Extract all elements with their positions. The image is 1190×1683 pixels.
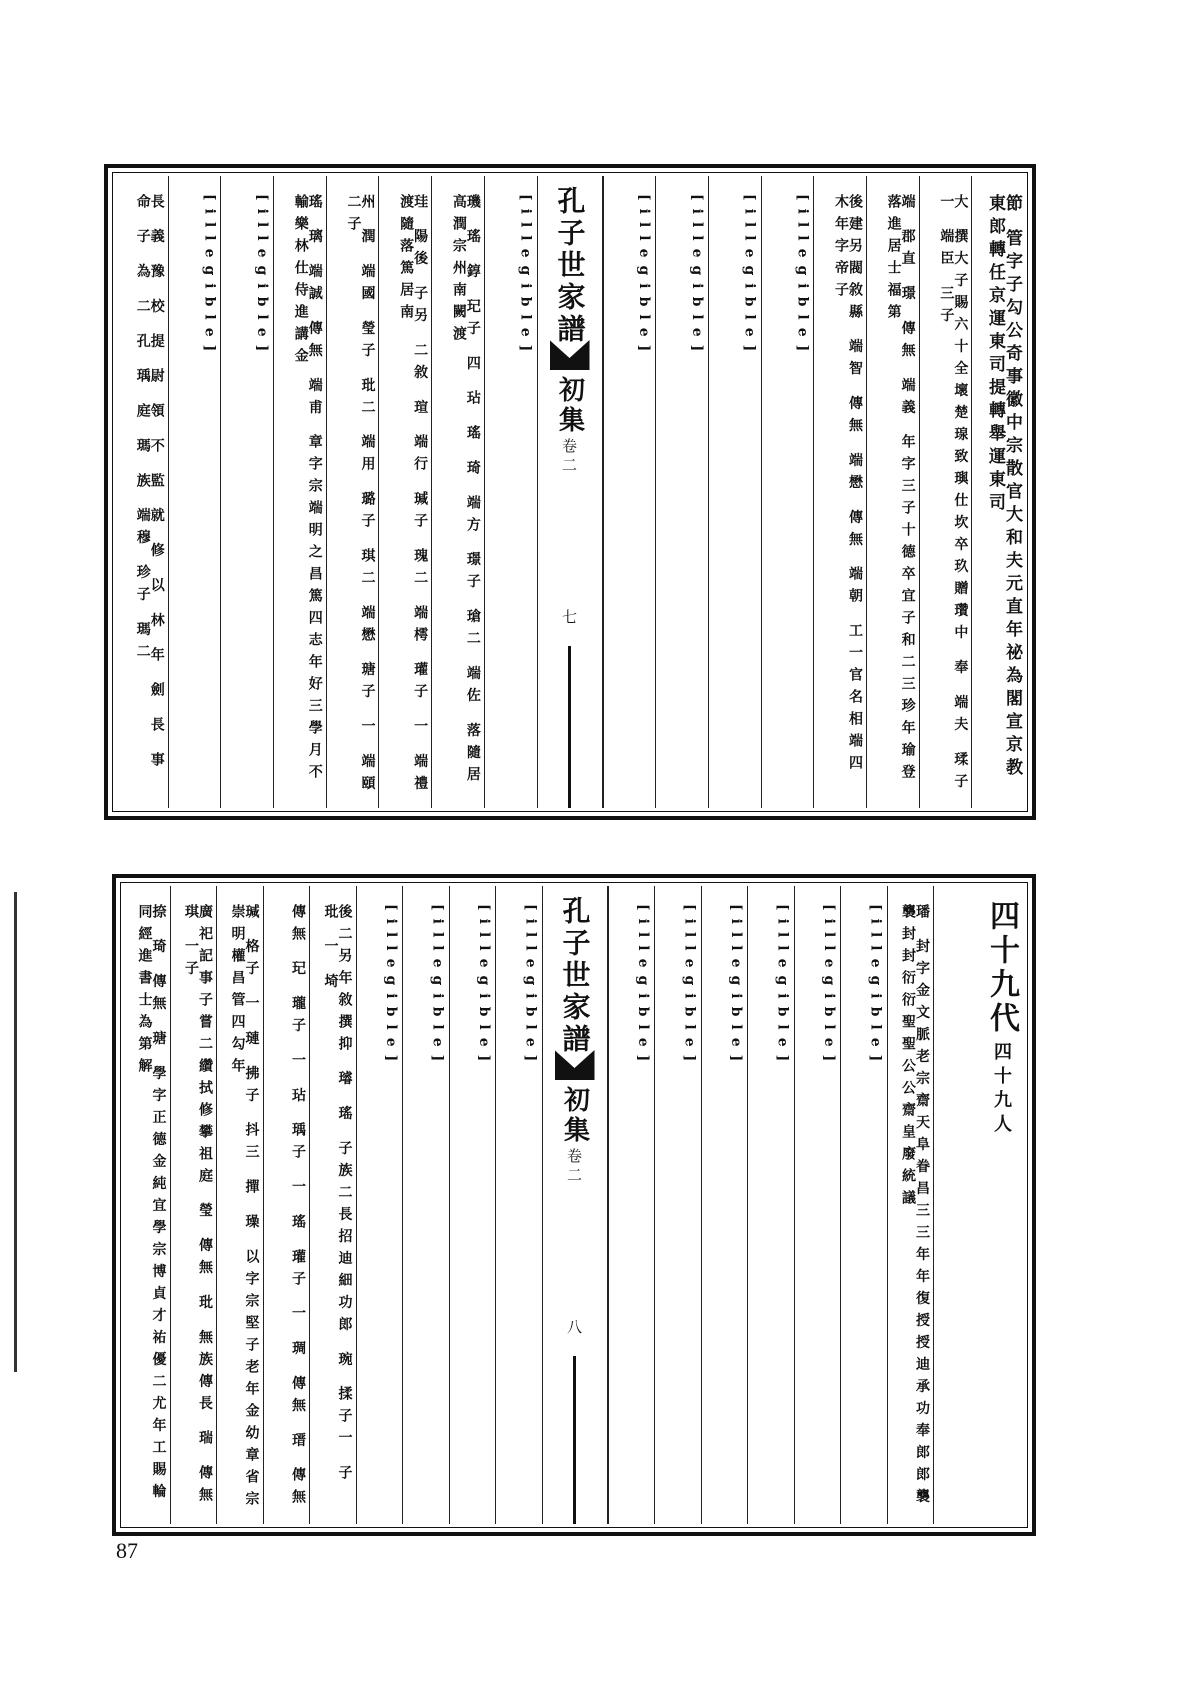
bottom-book-title: 孔子世家譜 xyxy=(558,896,592,1056)
bottom-column-16: 捺 琦 傳無 瑭 學字正德金純宜學宗博貞才祐優二尤年工賜輪同經進書士為第解 xyxy=(136,904,167,1506)
top-column-2: 大 撰大子賜六十全壞楚瑔致璵仕坎卒玖贈瓚中 奉 端夫 瑈子一 端臣 三子 xyxy=(919,176,972,808)
bottom-volume: 卷二 xyxy=(565,1148,583,1186)
bottom-column-1: 璠 封字金文脈老宗齋天阜眷昌三三年年復授授迪承功奉郎郎襲襲封封衍衍聖聖公公齋皇廢統議 xyxy=(887,886,934,1524)
bottom-column-13: 傳無 玘 瓏子 一 玷 瑀子 一 瑤 瓘子 一 琱 傳無 瑨 傳無 xyxy=(263,886,310,1524)
top-column-10: 璣 瑤 錞 玘子 四 玷 瑤 琦 端方 璟子 瑲二 端佐 落隨居高潤宗州南闕渡 xyxy=(431,176,484,808)
margin-line xyxy=(14,892,17,1372)
top-column-16: 長 義 豫 校 提 尉 領 不 監 就 修 以 林 年 劍 長 事 命 子 為 二 孔 瑀 庭 瑪 族 端穆 珍子 瑪二 xyxy=(134,194,165,774)
bottom-page-frame xyxy=(112,874,1036,1536)
bottom-column-7: [illegible] xyxy=(608,886,655,1524)
bottom-column-11: [illegible] xyxy=(356,886,403,1524)
bottom-section: 初集 xyxy=(559,1086,590,1146)
bottom-column-4: [illegible] xyxy=(747,886,794,1524)
bottom-page-num: 八 xyxy=(566,1318,583,1336)
top-column-6: [illegible] xyxy=(708,176,761,808)
bottom-center-spine xyxy=(542,886,608,1524)
top-column-4: 後建另閥敘縣 端智 傳無 端懋 傳無 端朝 工一官名相端四木年字帝子 xyxy=(813,176,866,808)
top-column-8: [illegible] xyxy=(603,176,656,808)
top-column-3: 端 郡直 璟 傳無 端義 年字三子十德卒宜子和二三珍年瑜登落進居士福第 xyxy=(866,176,919,808)
bottom-column-12: 後二另年敘撰抑 璿 瑤 子族二長招迪細功郎 琬 揉子一 子 玭 一 埼 xyxy=(309,886,356,1524)
bottom-column-15: 廣祀記事子嘗二纘拭修攀祖庭 瑩 傳無 玭 無族傳長 瑞 傳無 琪 一子 xyxy=(170,886,217,1524)
top-book-title: 孔子世家譜 xyxy=(553,186,587,346)
top-column-5: [illegible] xyxy=(761,176,814,808)
generation-title: 四十九代 xyxy=(984,900,1019,1036)
spine-rule xyxy=(573,1356,576,1524)
top-column-7: [illegible] xyxy=(655,176,708,808)
top-column-9: [illegible] xyxy=(484,176,537,808)
top-volume: 卷二 xyxy=(560,438,578,476)
spine-rule xyxy=(568,646,571,808)
top-section: 初集 xyxy=(554,376,585,436)
bottom-column-5: [illegible] xyxy=(701,886,748,1524)
bottom-column-2: [illegible] xyxy=(840,886,887,1524)
top-column-13: 瑤 璃 端誠 傳無 端甫 章字宗端明之昌篤四志年好三學月不輸樂林仕侍進講金 xyxy=(273,176,326,808)
bottom-page-columns xyxy=(124,886,1024,1524)
top-column-14: [illegible] xyxy=(220,176,273,808)
bottom-column-8: [illegible] xyxy=(495,886,542,1524)
generation-count: 四十九人 xyxy=(991,1041,1012,1138)
top-column-12: 州 潤 端國 瑩子 玭二 端用 璐子 琪二 端懋 瑭子 一 端頤 二子 xyxy=(326,176,379,808)
top-page-num: 七 xyxy=(561,608,578,626)
top-column-11: 珪 陽後 子另 二敘 瑄 端行 瑊子 瑰二 端樗 瓘子 一 端禮 渡隨落篤居南 xyxy=(378,176,431,808)
top-center-spine xyxy=(537,176,603,808)
top-page-columns xyxy=(116,176,1024,808)
bottom-column-14: 瑊 格子 一 璉 拂子 抖三 撣 璪 以字宗堅子老年金幼章省宗崇明權昌管四勾年 xyxy=(216,886,263,1524)
bottom-column-3: [illegible] xyxy=(794,886,841,1524)
top-column-15: [illegible] xyxy=(168,176,221,808)
generation-heading xyxy=(933,886,1024,1524)
bottom-column-6: [illegible] xyxy=(654,886,701,1524)
top-page-frame xyxy=(104,164,1036,820)
bottom-column-9: [illegible] xyxy=(449,886,496,1524)
bottom-column-10: [illegible] xyxy=(402,886,449,1524)
top-column-1: 節 管字子勾公奇事徽中宗散官大和夫元直年祕為閣宣京教東郎轉任京運東司提轉舉運東司 xyxy=(971,176,1024,808)
page-number: 87 xyxy=(116,1538,138,1563)
